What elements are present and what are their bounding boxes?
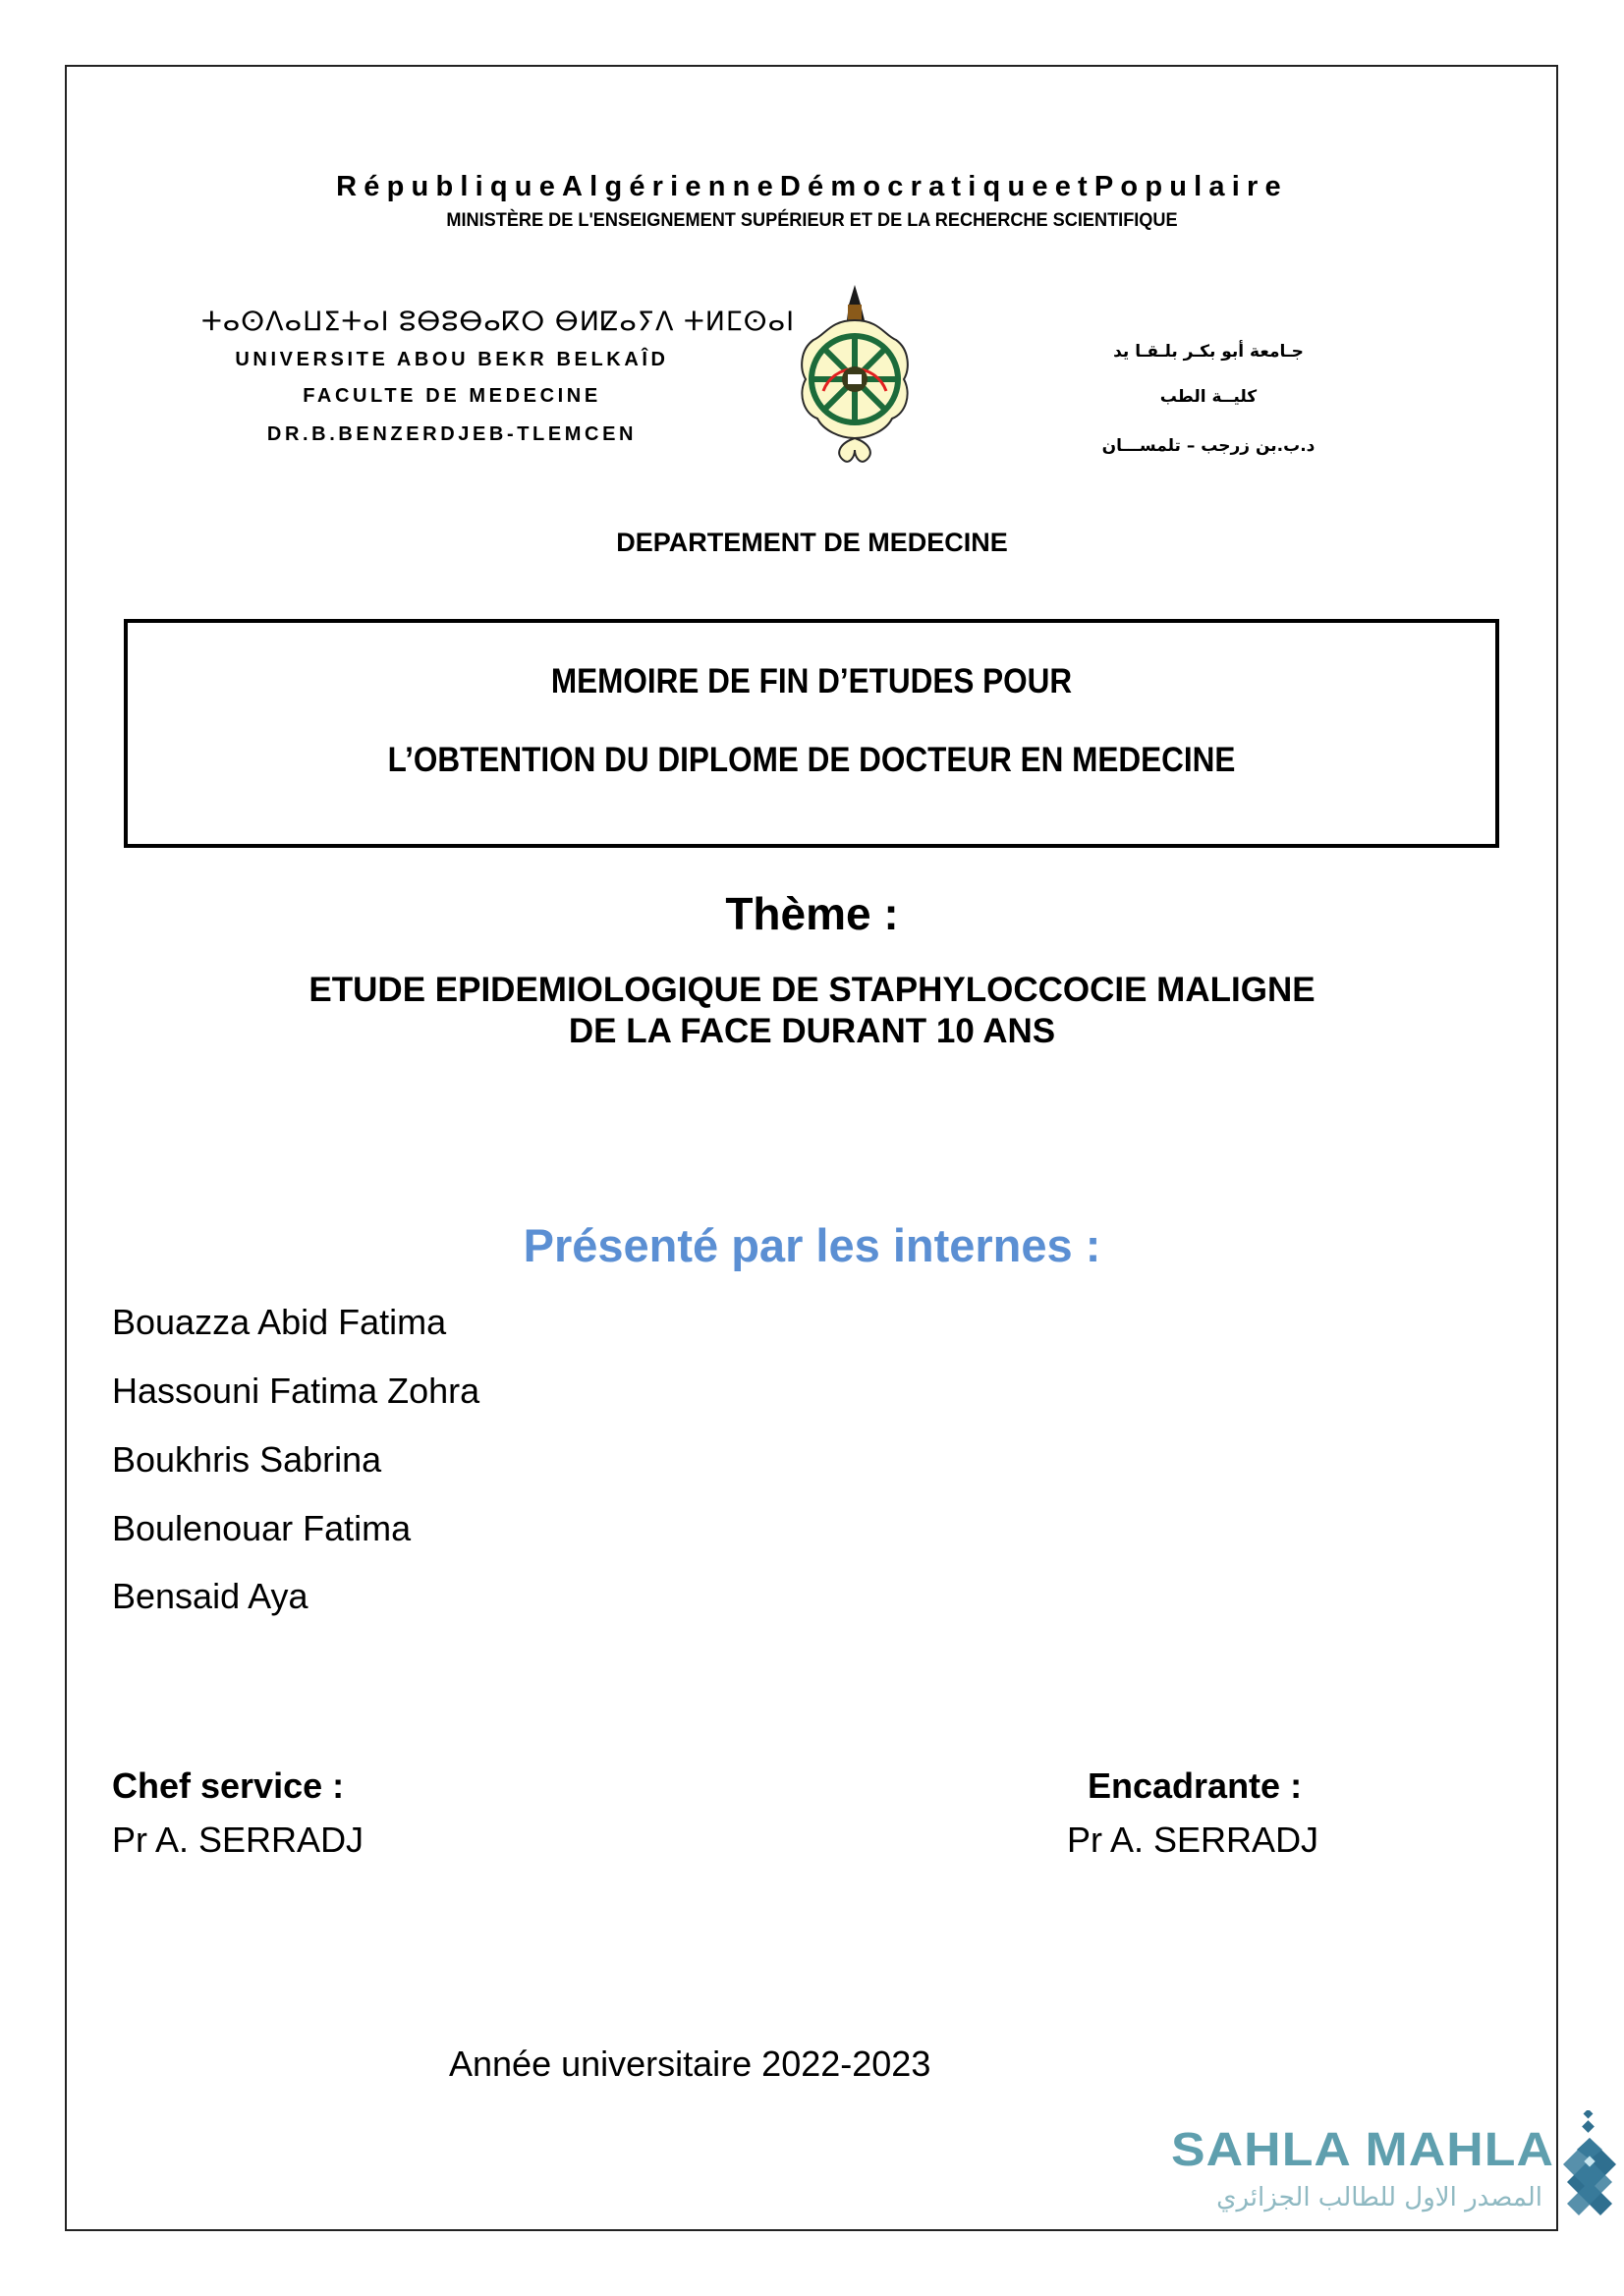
theme-title-line-2: DE LA FACE DURANT 10 ANS [568,1012,1056,1050]
theme-title [0,970,1624,1052]
intern-name: Bouazza Abid Fatima [112,1302,447,1342]
presented-by-heading: Présenté par les internes : [523,1219,1101,1271]
chef-service-name: Pr A. SERRADJ [112,1820,364,1860]
republic-heading: RépubliqueAlgérienneDémocratiqueetPopulaire [336,171,1288,202]
campus-name-ar: د.ب.بن زرجب – تلمســـان [1101,436,1316,456]
department-heading: DEPARTEMENT DE MEDECINE [616,528,1008,557]
faculty-name-ar: كليــة الطب [1159,387,1258,407]
academic-year: Année universitaire 2022-2023 [449,2044,931,2084]
theme-label: Thème : [725,888,899,939]
chef-service-label: Chef service : [112,1765,345,1806]
encadrante-label: Encadrante : [1088,1765,1303,1806]
memoire-box [124,619,1499,848]
university-name-fr: UNIVERSITE ABOU BEKR BELKAÎD [235,349,669,370]
intern-name: Hassouni Fatima Zohra [112,1371,480,1411]
university-name-ar: جـامعة أبو بكـر بلـقـا يد [1113,342,1304,362]
campus-name-fr: DR.B.BENZERDJEB-TLEMCEN [266,423,638,445]
watermark-tagline: المصدر الاول للطالب الجزائري [1216,2183,1542,2212]
memoire-line-1: MEMOIRE DE FIN D’ETUDES POUR [550,662,1073,700]
intern-name: Bensaid Aya [112,1576,308,1616]
watermark-brand: SAHLA MAHLA [1171,2124,1555,2176]
university-crest-icon [796,281,914,468]
sahla-mahla-logo-icon [1555,2110,1624,2218]
memoire-line-2: L’OBTENTION DU DIPLOME DE DOCTEUR EN MEDECINE [387,741,1236,779]
encadrante-name: Pr A. SERRADJ [1067,1820,1319,1860]
intern-name: Boukhris Sabrina [112,1439,382,1480]
university-name-tifinagh: ⵜⴰⵙⴷⴰⵡⵉⵜⴰⵏ ⵓⴱⵓⴱⴰⴽⵔ ⴱⵍⵇⴰⵢⴷ ⵜⵍⵎⵙⴰⵏ [201,307,796,337]
intern-name: Boulenouar Fatima [112,1508,412,1548]
theme-title-line-1: ETUDE EPIDEMIOLOGIQUE DE STAPHYLOCCOCIE MALIGNE [308,971,1316,1009]
faculty-name-fr: FACULTE DE MEDECINE [303,385,601,407]
ministry-heading: MINISTÈRE DE L'ENSEIGNEMENT SUPÉRIEUR ET DE LA RECHERCHE SCIENTIFIQUE [446,209,1178,231]
